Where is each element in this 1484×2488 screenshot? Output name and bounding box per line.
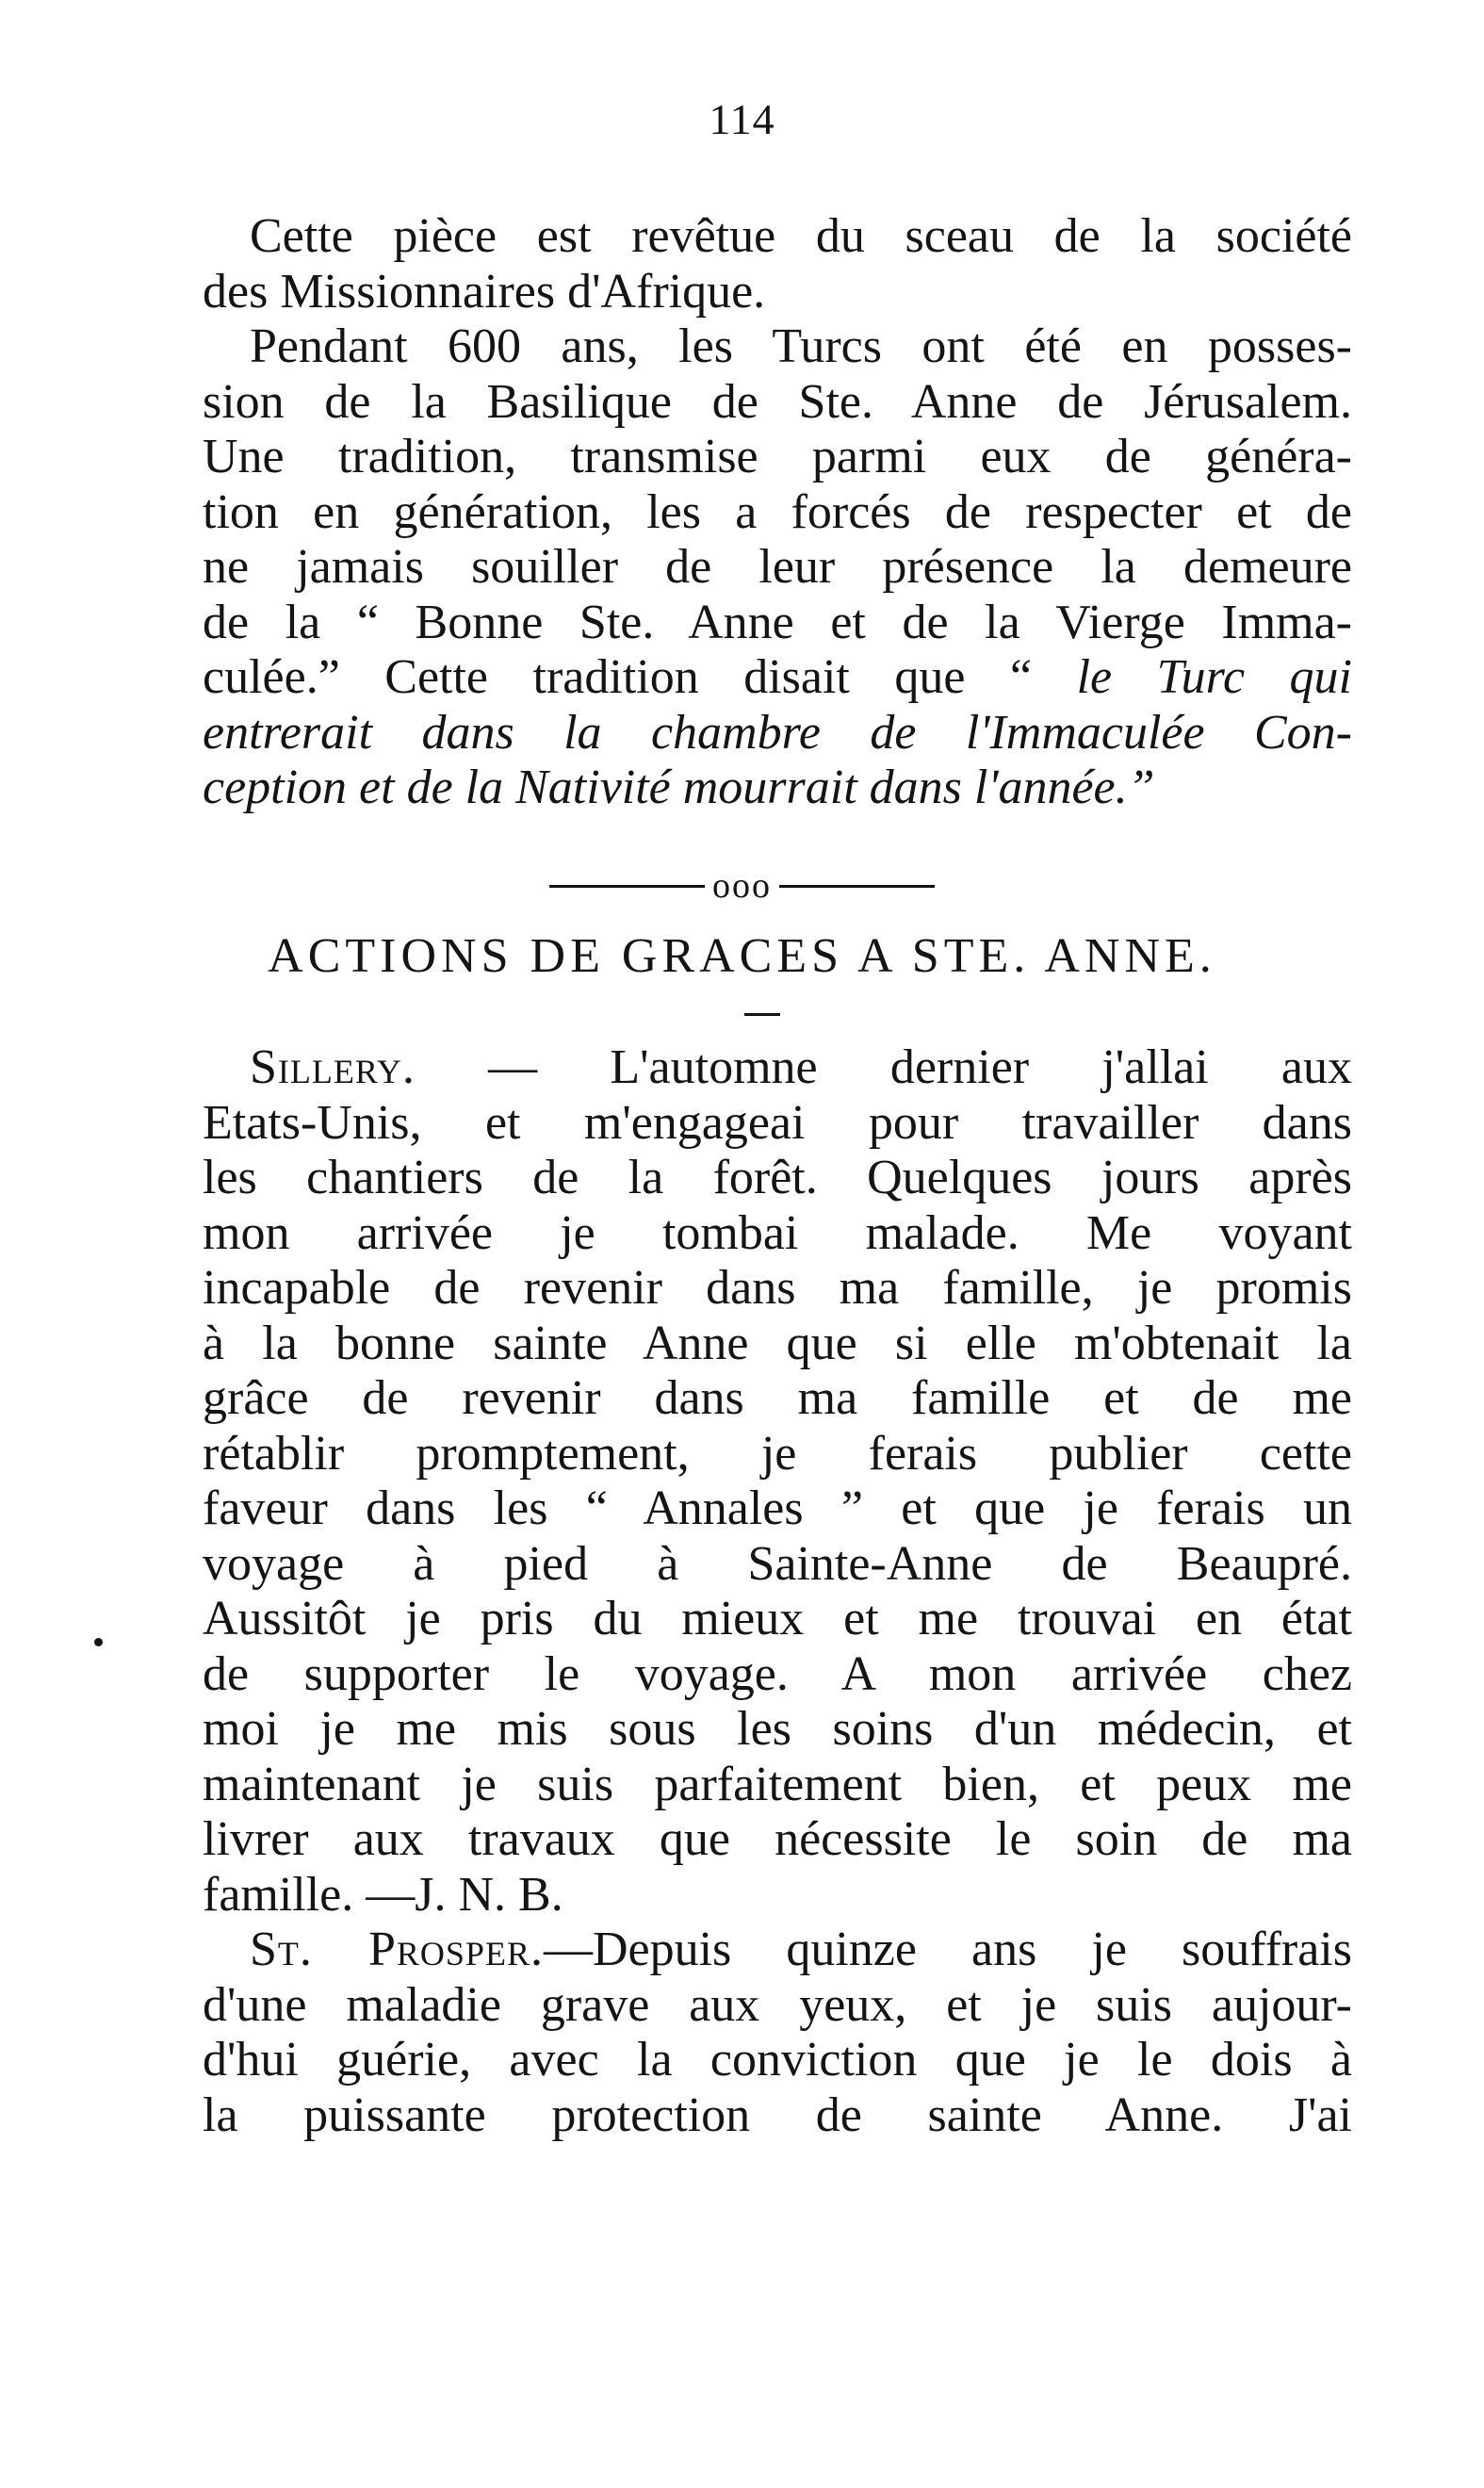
text-line: tion en génération, les a forcés de respecter et de: [203, 484, 1352, 539]
text-line: des Missionnaires d'Afrique.: [203, 264, 766, 319]
intro-paragraphs: [203, 209, 1352, 816]
text-line: mon arrivée je tombai malade. Me voyant: [203, 1205, 1352, 1260]
text-line: incapable de revenir dans ma famille, je promis: [203, 1261, 1352, 1315]
text-line: maintenant je suis parfaitement bien, et peux me: [203, 1757, 1352, 1811]
section-title: ACTIONS DE GRACES A STE. ANNE.: [268, 929, 1216, 983]
text-line: ne jamais souiller de leur présence la demeure: [203, 540, 1352, 594]
place-name: Sillery.: [250, 1040, 416, 1094]
text-line: grâce de revenir dans ma famille et de me: [203, 1371, 1352, 1425]
text-line: d'hui guérie, avec la conviction que je le dois à: [203, 2033, 1352, 2087]
section-divider: [0, 865, 1484, 907]
testimonial-first-line: [203, 1923, 1352, 1978]
text-line: Aussitôt je pris du mieux et me trouvai en état: [203, 1592, 1352, 1645]
text-line: Une tradition, transmise parmi eux de généra-: [203, 430, 1352, 483]
testimonial-first-line: [203, 1040, 1352, 1096]
text-line: moi je me mis sous les soins d'un médecin, et: [203, 1702, 1352, 1756]
text-line: Pendant 600 ans, les Turcs ont été en posses-: [250, 319, 1352, 373]
text-line: d'une maladie grave aux yeux, et je suis aujour-: [203, 1977, 1352, 2032]
text-line: faveur dans les “ Annales ” et que je ferais un: [203, 1481, 1352, 1535]
text-line: de supporter le voyage. A mon arrivée chez: [203, 1646, 1352, 1701]
roman-text: —Depuis quinze ans je souffrais: [543, 1923, 1352, 1976]
text-line: famille. —J. N. B.: [203, 1867, 563, 1922]
text-line: la puissante protection de sainte Anne. J'ai: [203, 2087, 1352, 2142]
testimonials: [203, 1040, 1352, 2143]
ink-speck: [94, 1638, 103, 1646]
italic-text: le Turc qui: [1076, 650, 1352, 704]
roman-text: — L'automne dernier j'allai aux: [415, 1040, 1352, 1094]
text-line: voyage à pied à Sainte-Anne de Beaupré.: [203, 1536, 1352, 1591]
place-name: St. Prosper.: [250, 1923, 544, 1976]
text-line: de la “ Bonne Ste. Anne et de la Vierge Imma-: [203, 595, 1352, 649]
italic-text-line: ception et de la Nativité mourrait dans l'année.”: [203, 761, 1155, 814]
italic-text-line: entrerait dans la chambre de l'Immaculée Con-: [203, 705, 1352, 760]
text-line: Etats-Unis, et m'engageai pour travailler dans: [203, 1095, 1352, 1150]
page-number: 114: [709, 95, 775, 143]
divider-rule-left: [549, 885, 705, 888]
text-line: rétablir promptement, je ferais publier cette: [203, 1426, 1352, 1481]
text-line: livrer aux travaux que nécessite le soin de ma: [203, 1812, 1352, 1866]
divider-mark: ooo: [712, 866, 772, 906]
text-line: à la bonne sainte Anne que si elle m'obtenait la: [203, 1316, 1352, 1370]
divider-rule-right: [779, 885, 935, 888]
roman-text: culée.” Cette tradition disait que “: [203, 650, 1077, 704]
title-underline-rule: [744, 1013, 780, 1016]
text-line: sion de la Basilique de Ste. Anne de Jérusalem.: [203, 374, 1352, 429]
text-line: les chantiers de la forêt. Quelques jours après: [203, 1151, 1352, 1204]
text-line-mixed: [203, 650, 1352, 706]
text-line: Cette pièce est revêtue du sceau de la société: [250, 209, 1352, 263]
